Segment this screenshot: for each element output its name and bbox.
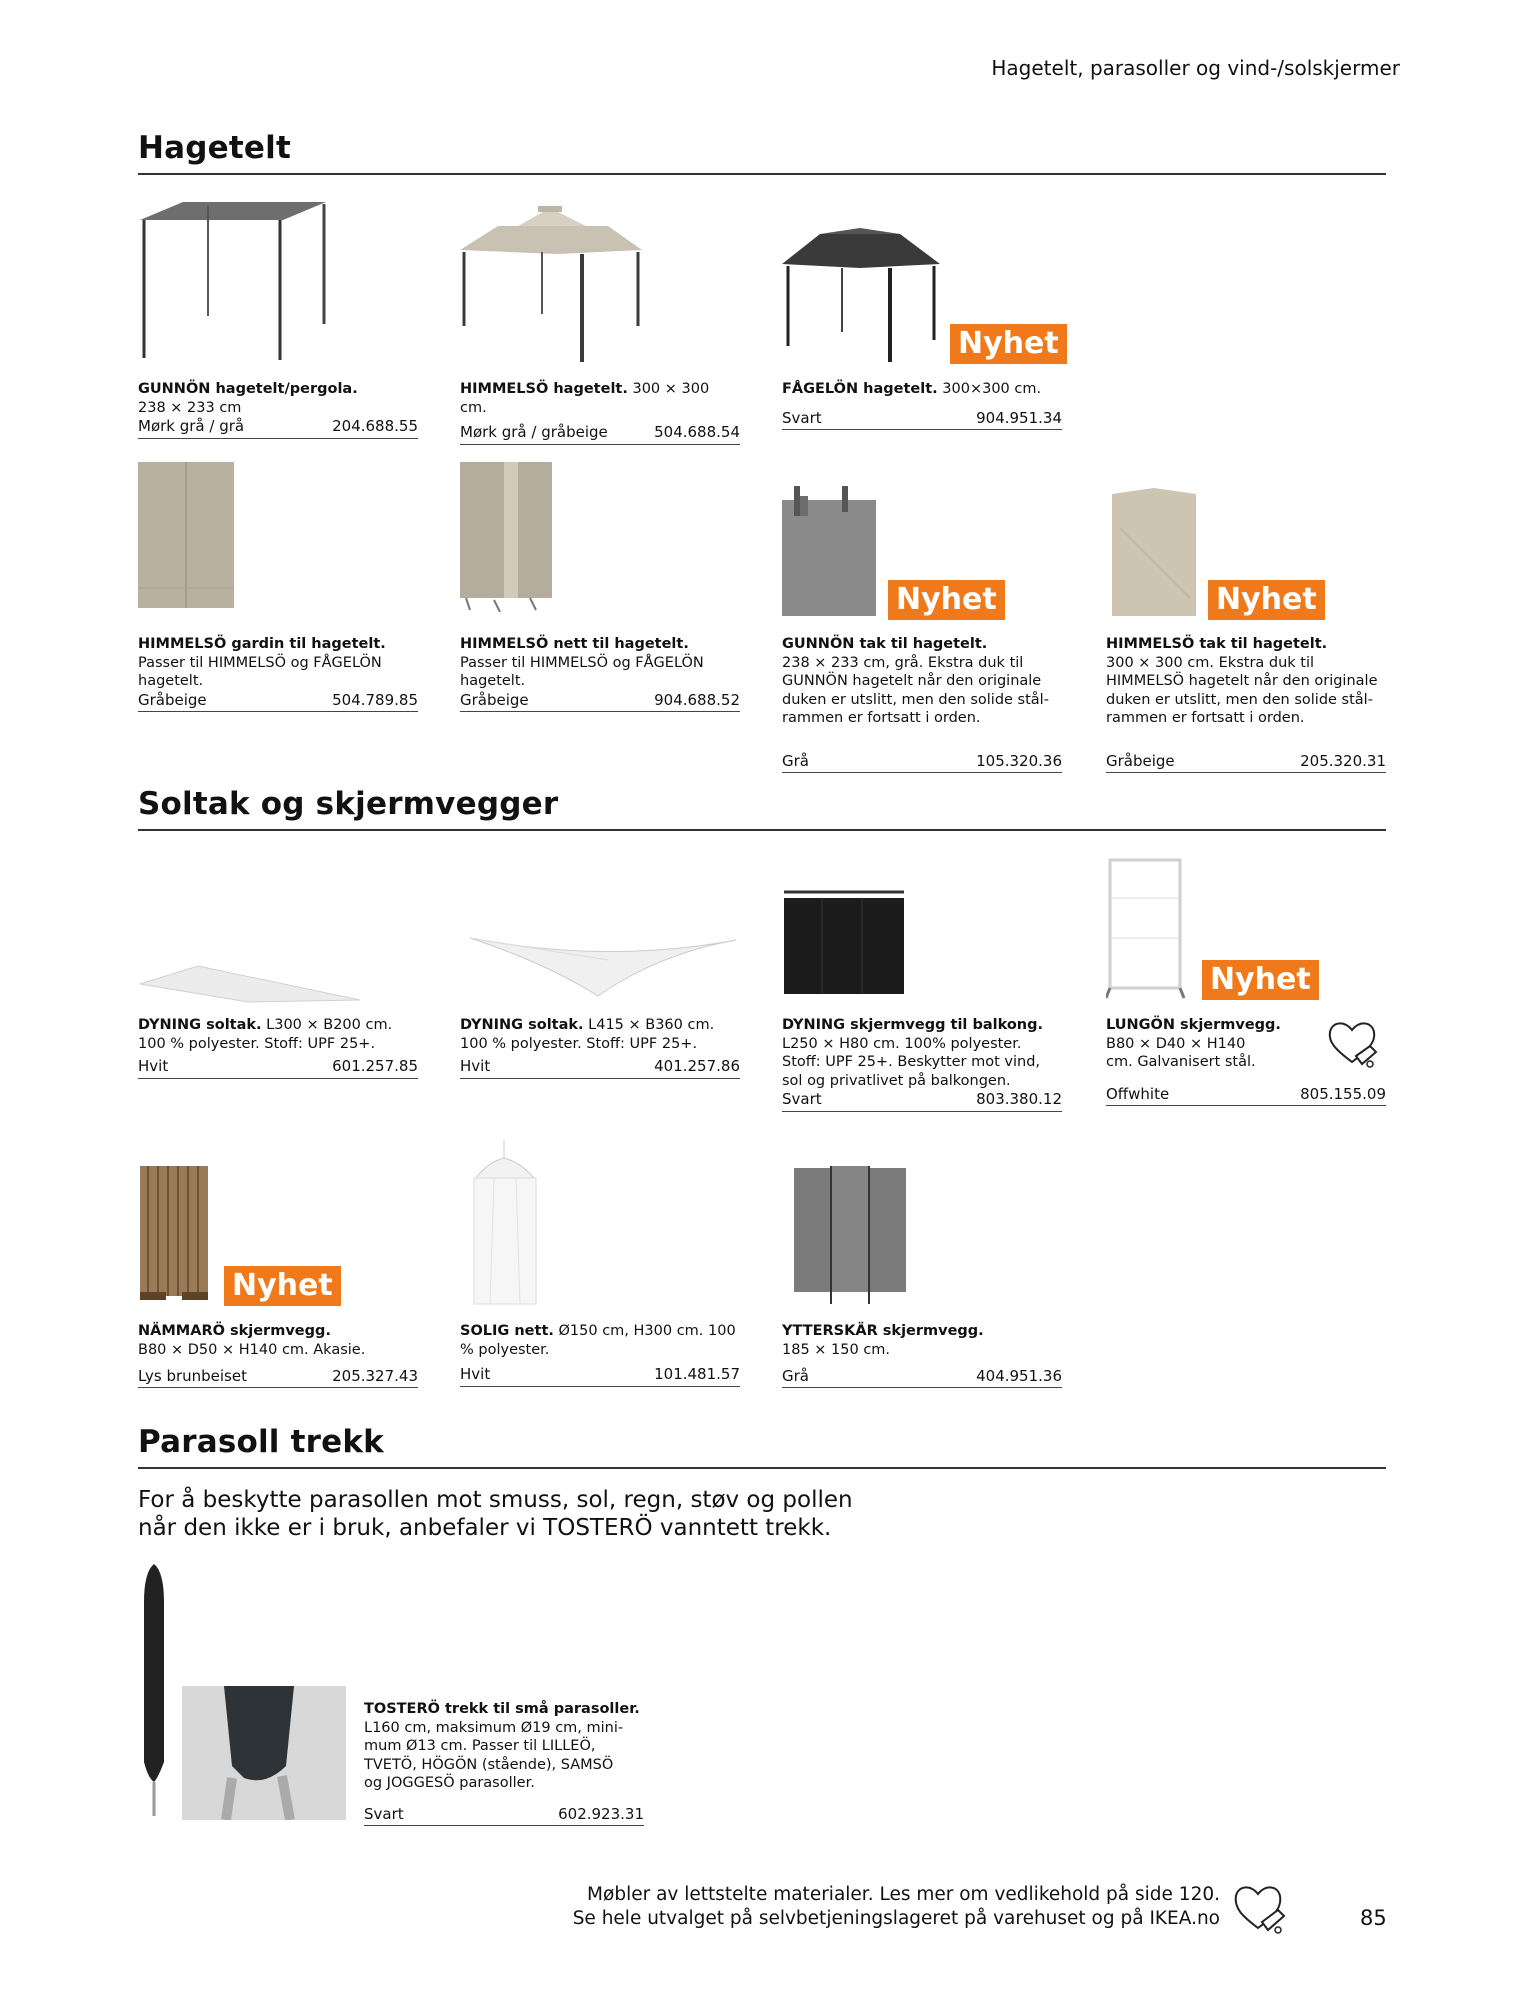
fagelon-telt-image: [780, 228, 944, 364]
product-fagelon-telt: [782, 380, 1062, 430]
product-color: Hvit: [138, 1057, 169, 1075]
product-color: Offwhite: [1106, 1084, 1170, 1103]
product-name: DYNING soltak.: [138, 1017, 262, 1033]
article-number: 504.688.54: [654, 423, 740, 441]
product-color: Mørk grå / grå: [138, 417, 245, 435]
care-heart-icon: [1232, 1880, 1292, 1936]
section-title-hagetelt: Hagetelt: [138, 130, 291, 166]
product-name: HIMMELSÖ gardin til hagetelt.: [138, 636, 386, 652]
article-number: 602.923.31: [558, 1804, 644, 1823]
nyhet-badge: Nyhet: [224, 1266, 341, 1306]
article-number: 803.380.12: [976, 1090, 1062, 1108]
product-solig: [460, 1322, 740, 1387]
product-desc: B80 × D40 × H140 cm. Galvanisert stål.: [1106, 1035, 1256, 1070]
product-color: Svart: [782, 408, 822, 427]
nammaro-image: [138, 1164, 210, 1310]
article-number: 204.688.55: [332, 417, 418, 435]
product-gunnon-pergola: [138, 380, 418, 439]
tostero-image: [142, 1562, 166, 1818]
product-name: TOSTERÖ trekk til små parasoller.: [364, 1701, 640, 1717]
page-number: 85: [1360, 1906, 1387, 1930]
article-number: 205.327.43: [332, 1366, 418, 1385]
product-himmelso-telt: [460, 380, 740, 445]
product-desc: L300 × B200 cm. 100 % polyester. Stoff: UPF 25+.: [138, 1017, 393, 1052]
running-head: Hagetelt, parasoller og vind-/solskjermer: [991, 56, 1400, 80]
product-name: DYNING skjermvegg til balkong.: [782, 1017, 1044, 1033]
product-name: FÅGELÖN hagetelt.: [782, 381, 938, 397]
article-number: 904.951.34: [976, 408, 1062, 427]
product-color: Hvit: [460, 1365, 491, 1383]
article-number: 101.481.57: [654, 1365, 740, 1383]
product-desc: L415 × B360 cm. 100 % polyester. Stoff: UPF 25+.: [460, 1017, 715, 1052]
product-dyning-balkong: [782, 1016, 1062, 1112]
product-desc: Ø150 cm, H300 cm. 100 % polyester.: [460, 1323, 736, 1358]
product-name: LUNGÖN skjermvegg.: [1106, 1017, 1281, 1033]
product-desc: 185 × 150 cm.: [782, 1341, 891, 1358]
nyhet-badge: Nyhet: [888, 580, 1005, 620]
product-ytterskar: [782, 1322, 1062, 1388]
product-color: Grå: [782, 751, 809, 770]
product-desc: 300×300 cm.: [937, 381, 1042, 397]
product-dyning-soltak-1: [138, 1016, 418, 1079]
section-rule: [138, 829, 1386, 831]
footer-note: [573, 1883, 1220, 1931]
himmelso-tak-image: [1110, 488, 1196, 618]
dyning-balkong-image: [782, 888, 906, 1000]
product-desc: B80 × D50 × H140 cm. Akasie.: [138, 1341, 366, 1358]
dyning-soltak-1-image: [138, 964, 362, 1004]
ytterskar-image: [792, 1162, 910, 1310]
product-desc: 238 × 233 cm: [138, 399, 242, 416]
care-heart-icon: [1326, 1016, 1384, 1072]
nyhet-badge: Nyhet: [1202, 960, 1319, 1000]
product-name: GUNNÖN tak til hagetelt.: [782, 636, 988, 652]
product-name: NÄMMARÖ skjermvegg.: [138, 1323, 331, 1339]
article-number: 401.257.86: [654, 1057, 740, 1075]
product-name: YTTERSKÄR skjermvegg.: [782, 1323, 984, 1339]
product-dyning-soltak-2: [460, 1016, 740, 1079]
solig-image: [464, 1138, 546, 1310]
product-desc: 238 × 233 cm, grå. Ekstra duk til GUNNÖN hagetelt når den originale duken er utslitt, men den solide stål-rammen er fortsatt i orden.: [782, 654, 1049, 726]
product-color: Lys brunbeiset: [138, 1366, 247, 1385]
nyhet-badge: Nyhet: [1208, 580, 1325, 620]
product-desc: 300 × 300 cm.: [460, 381, 710, 416]
product-color: Gråbeige: [460, 690, 529, 709]
article-number: 504.789.85: [332, 690, 418, 709]
product-color: Gråbeige: [138, 690, 207, 709]
product-name: HIMMELSÖ tak til hagetelt.: [1106, 636, 1328, 652]
product-name: HIMMELSÖ nett til hagetelt.: [460, 636, 689, 652]
product-desc: Passer til HIMMELSÖ og FÅGELÖN hagetelt.: [460, 654, 704, 689]
product-name: SOLIG nett.: [460, 1323, 554, 1339]
product-himmelso-gardin: [138, 635, 418, 712]
article-number: 805.155.09: [1300, 1084, 1386, 1103]
article-number: 404.951.36: [976, 1366, 1062, 1385]
product-name: GUNNÖN hagetelt/pergola.: [138, 381, 358, 397]
dyning-soltak-2-image: [468, 934, 738, 998]
himmelso-nett-image: [460, 462, 552, 612]
product-name: HIMMELSÖ hagetelt.: [460, 381, 628, 397]
nyhet-badge: Nyhet: [950, 324, 1067, 364]
product-name: DYNING soltak.: [460, 1017, 584, 1033]
product-nammaro: [138, 1322, 418, 1388]
section-title-soltak: Soltak og skjermvegger: [138, 786, 559, 822]
product-color: Grå: [782, 1366, 809, 1385]
product-desc: L160 cm, maksimum Ø19 cm, mini-mum Ø13 cm. Passer til LILLEÖ, TVETÖ, HÖGÖN (stående), SAMSÖ og JOGGESÖ parasoller.: [364, 1719, 624, 1791]
product-color: Gråbeige: [1106, 751, 1175, 770]
footer-line-2: Se hele utvalget på selvbetjeningslageret på varehuset og på IKEA.no: [572, 1908, 1220, 1929]
section-rule: [138, 1467, 1386, 1469]
article-number: 904.688.52: [654, 690, 740, 709]
parasoll-intro: For å beskytte parasollen mot smuss, sol, regn, støv og pollen når den ikke er i bruk, anbefaler vi TOSTERÖ vanntett trekk.: [138, 1487, 853, 1541]
article-number: 601.257.85: [332, 1057, 418, 1075]
product-desc: 300 × 300 cm. Ekstra duk til HIMMELSÖ hagetelt når den originale duken er utslitt, men den solide stål-rammen er fortsatt i orden.: [1106, 654, 1378, 726]
section-title-parasoll: Parasoll trekk: [138, 1424, 384, 1460]
tostero-detail-image: [182, 1686, 346, 1820]
footer-line-1: Møbler av lettstelte materialer. Les mer om vedlikehold på side 120.: [587, 1884, 1220, 1905]
lungon-image: [1106, 858, 1186, 1000]
product-desc: Passer til HIMMELSÖ og FÅGELÖN hagetelt.: [138, 654, 382, 689]
product-himmelso-tak: [1106, 635, 1386, 773]
article-number: 205.320.31: [1300, 751, 1386, 770]
product-gunnon-tak: [782, 635, 1062, 773]
product-desc: L250 × H80 cm. 100% polyester. Stoff: UPF 25+. Beskytter mot vind, sol og privatlivet på balkongen.: [782, 1035, 1041, 1089]
product-color: Hvit: [460, 1057, 491, 1075]
product-color: Svart: [364, 1804, 404, 1823]
section-rule: [138, 173, 1386, 175]
product-himmelso-nett: [460, 635, 740, 712]
product-color: Mørk grå / gråbeige: [460, 423, 608, 441]
gunnon-tak-image: [782, 486, 878, 618]
product-color: Svart: [782, 1090, 822, 1108]
himmelso-telt-image: [458, 206, 644, 366]
article-number: 105.320.36: [976, 751, 1062, 770]
product-tostero: [364, 1700, 644, 1826]
himmelso-gardin-image: [138, 462, 234, 610]
gunnon-pergola-image: [138, 198, 328, 362]
